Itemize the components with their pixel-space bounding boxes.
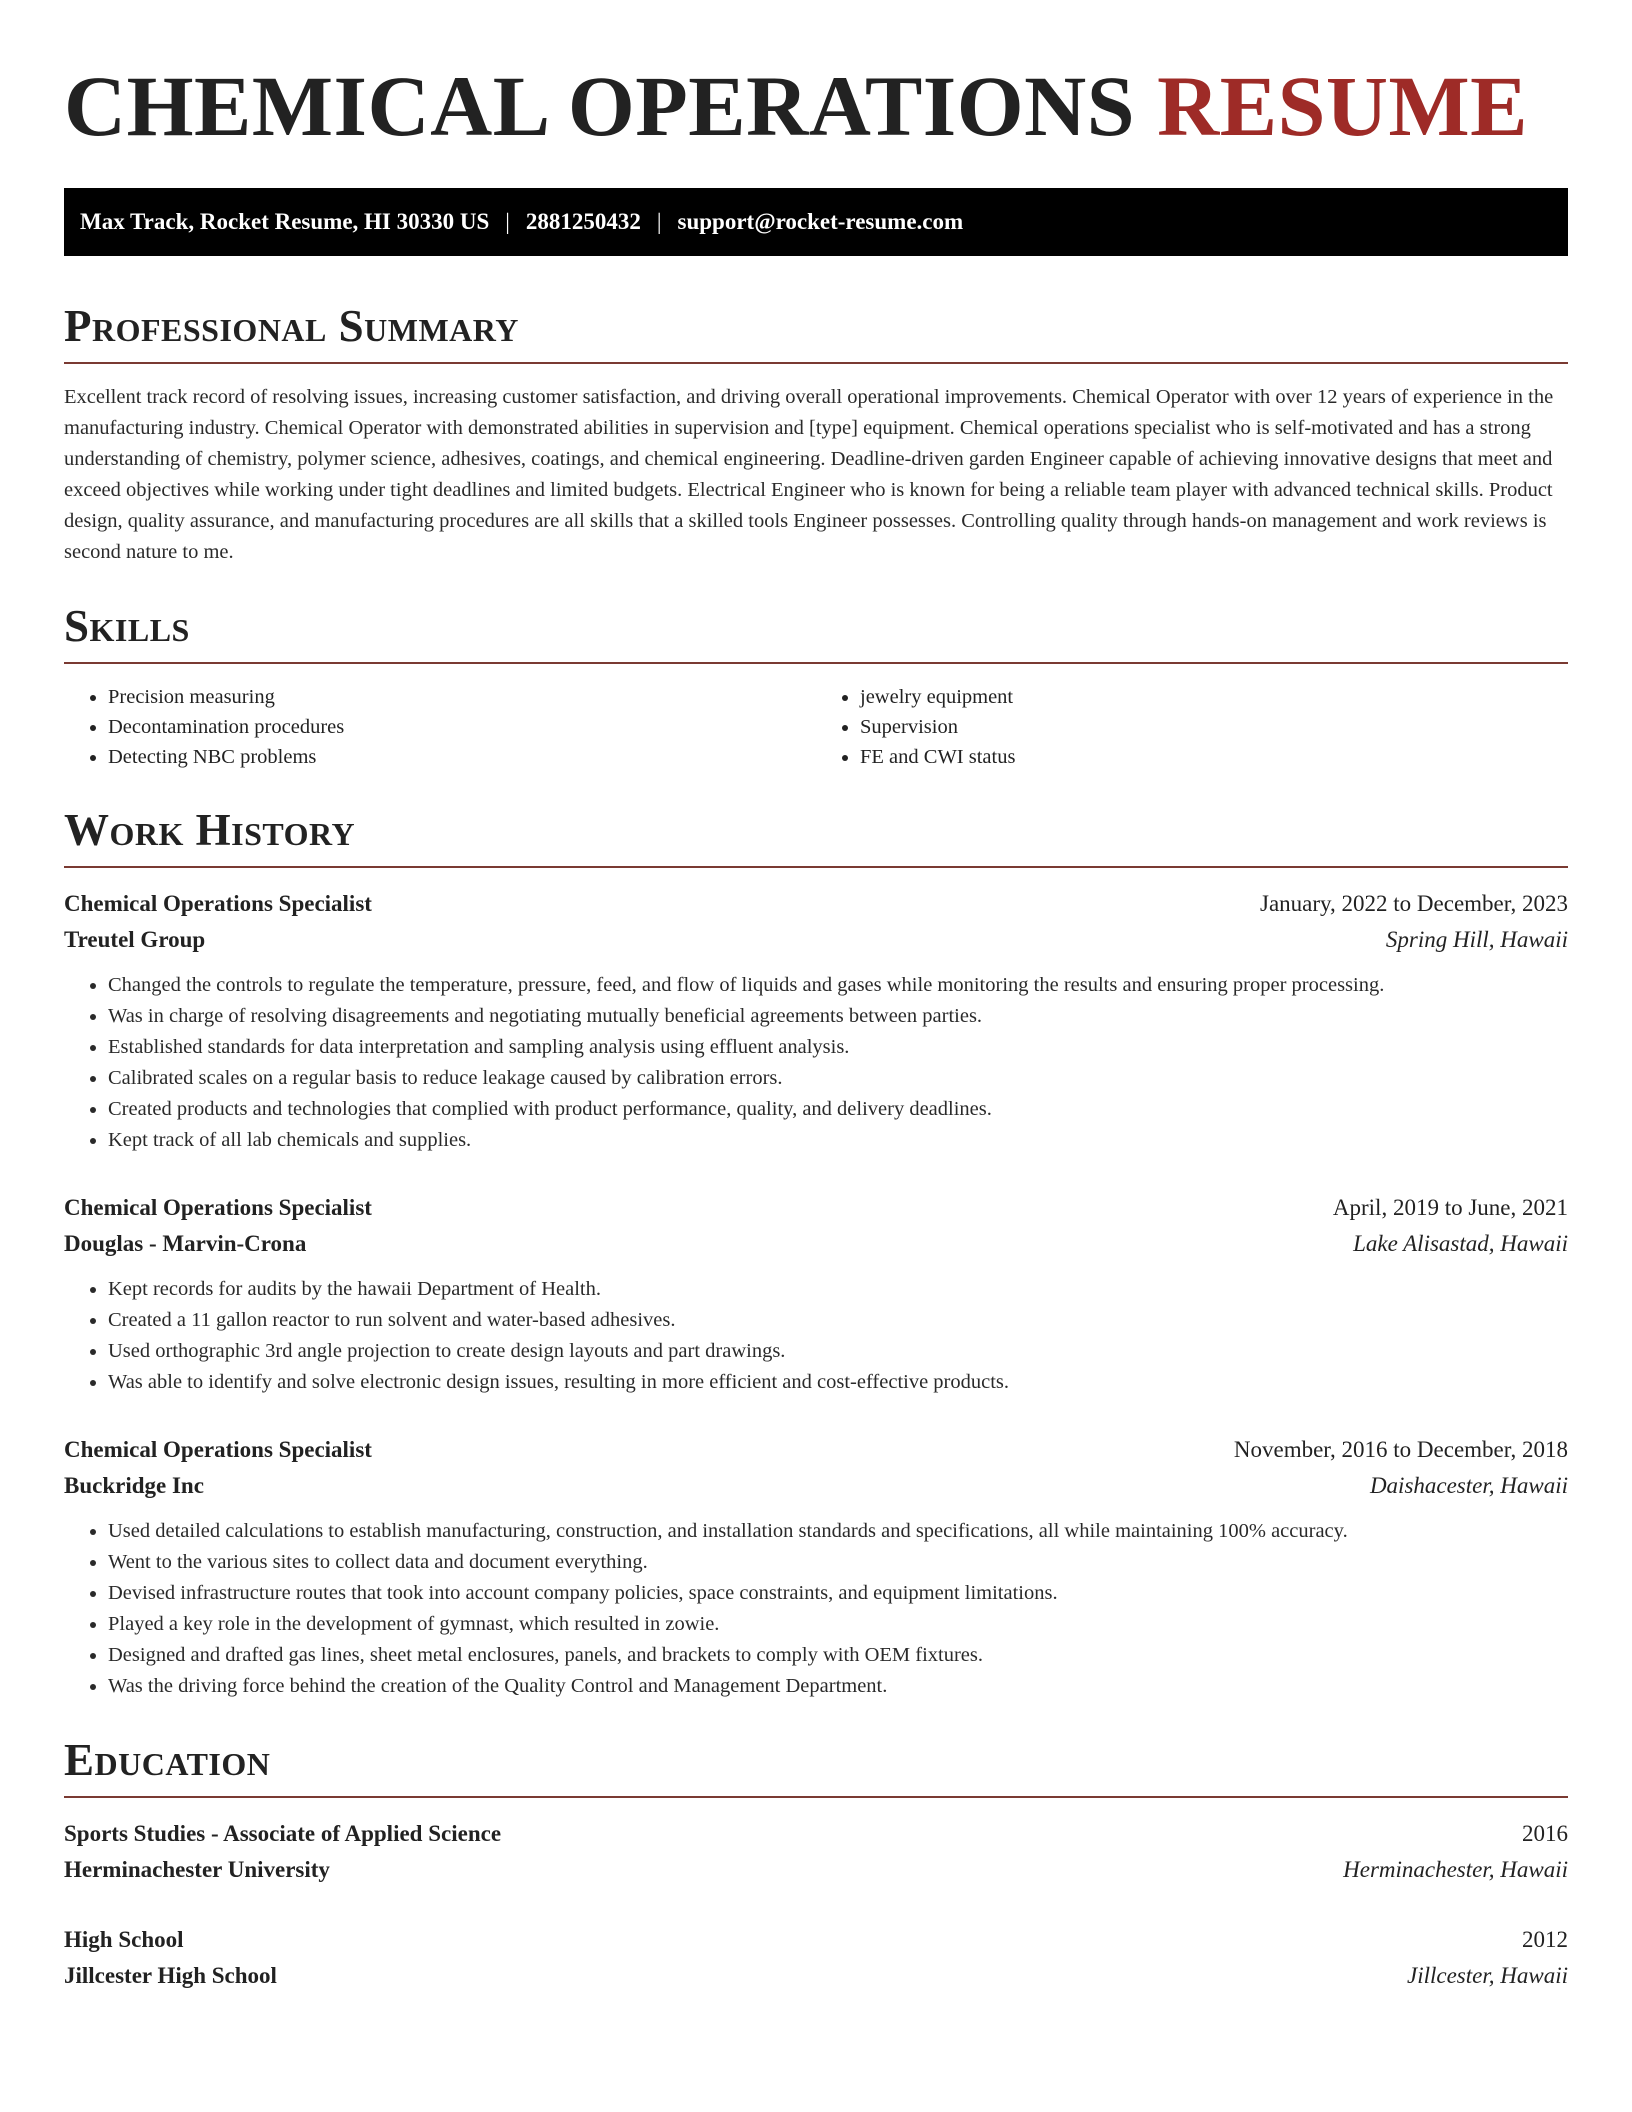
job-bullet: • Created a 11 gallon reactor to run solvent and water-based adhesives. [108, 1305, 1568, 1336]
job-bullets [64, 1274, 1568, 1398]
skills-section [64, 598, 1568, 772]
contact-separator: | [505, 209, 510, 234]
resume-title [64, 56, 1568, 156]
job-company-row [64, 922, 1568, 958]
job-bullet: • Changed the controls to regulate the temperature, pressure, feed, and flow of liquids and gases while monitoring the results and ensuring proper processing. [108, 970, 1568, 1001]
education-school: Herminachester University [64, 1857, 330, 1882]
job-company: Buckridge Inc [64, 1473, 204, 1498]
job-location: Lake Alisastad, Hawaii [1353, 1231, 1568, 1256]
education-degree: High School [64, 1927, 184, 1952]
job-bullet: • Kept track of all lab chemicals and supplies. [108, 1125, 1568, 1156]
section-divider [64, 362, 1568, 364]
job-bullet: • Was the driving force behind the creation of the Quality Control and Management Department. [108, 1671, 1568, 1702]
summary-heading: Professional Summary [64, 301, 519, 351]
job-bullet: • Used detailed calculations to establish manufacturing, construction, and installation standards and specifications, all while maintaining 100% accuracy. [108, 1516, 1568, 1547]
skills-columns [64, 682, 1568, 772]
education-heading: Education [64, 1735, 271, 1785]
job-bullet: • Used orthographic 3rd angle projection to create design layouts and part drawings. [108, 1336, 1568, 1367]
education-year: 2012 [1522, 1927, 1568, 1952]
skill-item: • Decontamination procedures [108, 712, 816, 742]
job-bullet: • Played a key role in the development of gymnast, which resulted in zowie. [108, 1609, 1568, 1640]
job-title: Chemical Operations Specialist [64, 1437, 372, 1462]
skill-item: • Detecting NBC problems [108, 742, 816, 772]
skill-item: • Precision measuring [108, 682, 816, 712]
contact-phone: 2881250432 [525, 209, 641, 234]
job-dates: January, 2022 to December, 2023 [1260, 891, 1568, 916]
job-location: Daishacester, Hawaii [1369, 1473, 1568, 1498]
contact-separator: | [656, 209, 662, 234]
skill-item: • FE and CWI status [860, 742, 1568, 772]
education-degree: Sports Studies - Associate of Applied Science [64, 1821, 502, 1846]
job-bullet: • Devised infrastructure routes that took into account company policies, space constraints, and equipment limitations. [108, 1578, 1568, 1609]
job-title: Chemical Operations Specialist [64, 1195, 372, 1220]
title-main: CHEMICAL OPERATIONS [64, 58, 1136, 154]
work-history-heading: Work History [64, 805, 356, 855]
job-header-row [64, 1190, 1568, 1226]
job-bullet: • Established standards for data interpretation and sampling analysis using effluent analysis. [108, 1032, 1568, 1063]
skill-item: • jewelry equipment [860, 682, 1568, 712]
title-accent: RESUME [1157, 58, 1529, 154]
skills-list-right [816, 682, 1568, 772]
education-location: Herminachester, Hawaii [1343, 1857, 1568, 1882]
job-company: Douglas - Marvin-Crona [64, 1231, 307, 1256]
job-company-row [64, 1226, 1568, 1262]
job-bullets [64, 970, 1568, 1156]
job-dates: April, 2019 to June, 2021 [1332, 1195, 1568, 1220]
education-school-row [64, 1958, 1568, 1994]
summary-text: Excellent track record of resolving issues, increasing customer satisfaction, and driving overall operational improvements. Chemical Operator with over 12 years of experience in the manufacturing industry. Chemical Operator with demonstrated abilities in supervision and [type] equipment. Chemical operations specialist who is self-motivated and has a strong understanding of chemistry, polymer science, adhesives, coatings, and chemical engineering. Deadline-driven garden Engineer capable of achieving innovative designs that meet and exceed objectives while working under tight deadlines and limited budgets. Electrical Engineer who is known for being a reliable team player with advanced technical skills. Product design, quality assurance, and manufacturing procedures are all skills that a skilled tools Engineer possesses. Controlling quality through hands-on management and work reviews is second nature to me. [64, 386, 1554, 563]
job-bullet: • Was able to identify and solve electronic design issues, resulting in more efficient and cost-effective products. [108, 1367, 1568, 1398]
education-school-row [64, 1852, 1568, 1888]
job-header-row [64, 886, 1568, 922]
job-bullet: • Created products and technologies that complied with product performance, quality, and delivery deadlines. [108, 1094, 1568, 1125]
section-divider [64, 662, 1568, 664]
job-entry [64, 1190, 1568, 1398]
summary-section [64, 298, 1568, 568]
education-school: Jillcester High School [64, 1963, 277, 1988]
skills-list-left [64, 682, 816, 772]
job-title: Chemical Operations Specialist [64, 891, 372, 916]
job-header-row [64, 1432, 1568, 1468]
job-entry [64, 1432, 1568, 1702]
job-location: Spring Hill, Hawaii [1385, 927, 1568, 952]
contact-email: support@rocket-resume.com [677, 209, 964, 234]
job-dates: November, 2016 to December, 2018 [1233, 1437, 1568, 1462]
education-section [64, 1732, 1568, 1994]
contact-bar [64, 188, 1568, 256]
education-entry [64, 1922, 1568, 1994]
job-bullet: • Kept records for audits by the hawaii Department of Health. [108, 1274, 1568, 1305]
section-divider [64, 866, 1568, 868]
section-divider [64, 1796, 1568, 1798]
job-entry [64, 886, 1568, 1156]
education-header-row [64, 1816, 1568, 1852]
education-location: Jillcester, Hawaii [1407, 1963, 1568, 1988]
contact-address: Max Track, Rocket Resume, HI 30330 US [80, 209, 490, 234]
job-bullet: • Calibrated scales on a regular basis to reduce leakage caused by calibration errors. [108, 1063, 1568, 1094]
education-entry [64, 1816, 1568, 1888]
job-bullet: • Designed and drafted gas lines, sheet metal enclosures, panels, and brackets to comply with OEM fixtures. [108, 1640, 1568, 1671]
job-bullet: • Went to the various sites to collect data and document everything. [108, 1547, 1568, 1578]
job-bullet: • Was in charge of resolving disagreements and negotiating mutually beneficial agreements between parties. [108, 1001, 1568, 1032]
skills-heading: Skills [64, 601, 190, 651]
job-company: Treutel Group [64, 927, 206, 952]
education-header-row [64, 1922, 1568, 1958]
work-history-section [64, 802, 1568, 1702]
skill-item: • Supervision [860, 712, 1568, 742]
education-year: 2016 [1522, 1821, 1568, 1846]
job-bullets [64, 1516, 1568, 1702]
job-company-row [64, 1468, 1568, 1504]
